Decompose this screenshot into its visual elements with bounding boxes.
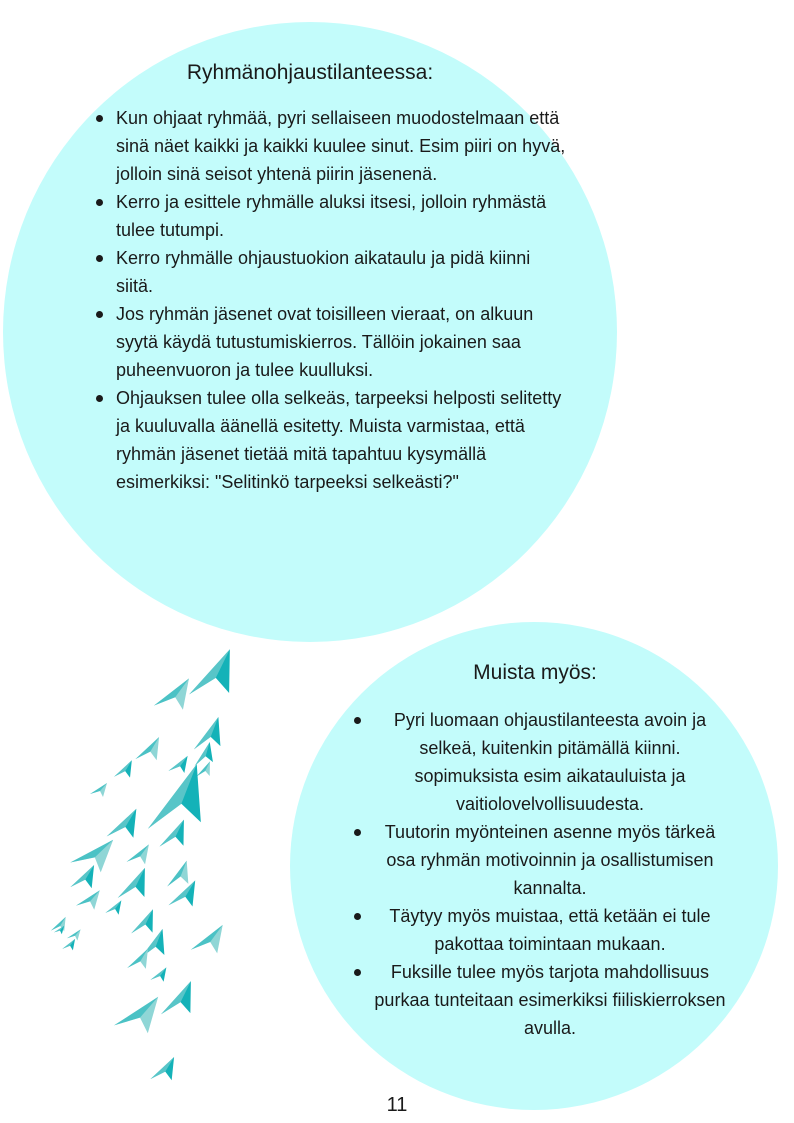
- list-item: Kun ohjaat ryhmää, pyri sellaiseen muodostelmaan että sinä näet kaikki ja kaikki kuulee sinut. Esim piiri on hyvä, jolloin sinä seisot yhtenä piirin jäsenenä.: [94, 104, 566, 188]
- bird-icon: [49, 917, 68, 934]
- group-guidance-list: [94, 104, 566, 496]
- bird-icon: [114, 997, 158, 1033]
- list-item: Tuutorin myönteinen asenne myös tärkeä osa ryhmän motivoinnin ja osallistumisen kannalta.: [352, 818, 726, 902]
- bird-icon: [167, 756, 189, 775]
- bird-icon: [112, 868, 152, 904]
- list-item: Kerro ryhmälle ohjaustuokion aikataulu ja pidä kiinni siitä.: [94, 244, 566, 300]
- list-item: Täytyy myös muistaa, että ketään ei tule pakottaa toimintaan mukaan.: [352, 902, 726, 958]
- bird-icon: [181, 649, 241, 703]
- list-item: Pyri luomaan ohjaustilanteesta avoin ja selkeä, kuitenkin pitämällä kiinni. sopimuksista esim aikatauluista ja vaitiolovelvollisuudesta.: [352, 706, 726, 818]
- list-item: Kerro ja esittele ryhmälle aluksi itsesi, jolloin ryhmästä tulee tutumpi.: [94, 188, 566, 244]
- bird-icon: [127, 909, 159, 938]
- bird-icon: [125, 949, 152, 972]
- bird-icon: [152, 678, 192, 712]
- list-item: Jos ryhmän jäsenet ovat toisilleen vieraat, on alkuun syytä käydä tutustumiskierros. Tällöin jokainen saa puheenvuoron ja tulee kuulluksi.: [94, 300, 566, 384]
- bird-icon: [147, 1057, 178, 1084]
- flock-of-birds-icon: [0, 640, 300, 1100]
- bird-icon: [189, 925, 225, 956]
- page-number: 11: [386, 1094, 408, 1116]
- bird-icon: [104, 900, 122, 915]
- bird-icon: [90, 783, 107, 797]
- bird-icon: [188, 742, 218, 770]
- group-guidance-title: Ryhmänohjaustilanteessa:: [186, 61, 434, 84]
- bird-icon: [67, 929, 81, 940]
- list-item: Fuksille tulee myös tarjota mahdollisuus purkaa tunteitaan esimerkiksi fiiliskierroksen avulla.: [352, 958, 726, 1042]
- bird-icon: [67, 865, 98, 892]
- bird-icon: [133, 764, 216, 840]
- bird-icon: [103, 809, 141, 842]
- bird-icon: [149, 967, 167, 982]
- bird-icon: [132, 737, 163, 764]
- bird-icon: [165, 880, 200, 910]
- bird-icon: [76, 890, 100, 910]
- bird-icon: [154, 820, 190, 852]
- remember-also-title: Muista myös:: [473, 661, 597, 684]
- list-item: Ohjauksen tulee olla selkeäs, tarpeeksi helposti selitetty ja kuuluvalla äänellä esitetty. Muista varmistaa, että ryhmän jäsenet tietää mitä tapahtuu kysymällä esimerkiksi: "Selitinkö tarpeeksi selkeästi?": [94, 384, 566, 496]
- bird-icon: [62, 939, 77, 951]
- bird-icon: [125, 844, 150, 866]
- remember-also-list: [352, 706, 726, 1042]
- bird-icon: [112, 760, 135, 780]
- bird-icon: [155, 981, 199, 1020]
